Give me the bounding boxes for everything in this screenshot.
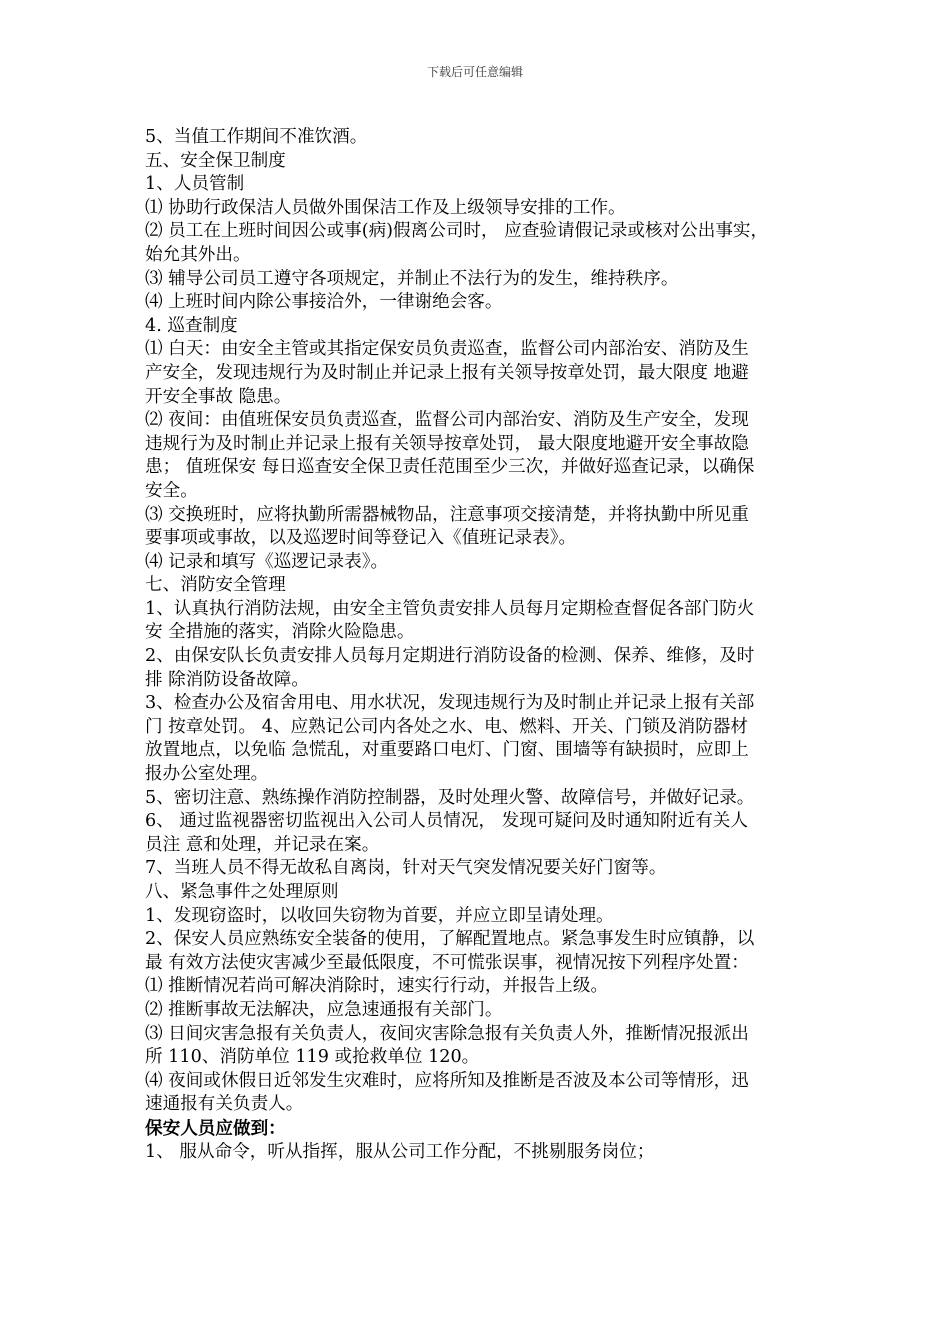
- text-line: 7、当班人员不得无故私自离岗，针对天气突发情况要关好门窗等。: [145, 858, 667, 879]
- text-line: 3、检查办公及宿舍用电、用水状况，发现违规行为及时制止并记录上报有关部: [145, 693, 755, 714]
- text-line: 患； 值班保安 每日巡查安全保卫责任范围至少三次，并做好巡查记录，以确保: [145, 457, 755, 478]
- text-line: 最 有效方法使灾害减少至最低限度，不可慌张误事，视情况按下列程序处置：: [145, 952, 749, 973]
- text-line: 4. 巡查制度: [145, 315, 238, 336]
- text-line: 所 110、消防单位 119 或抢救单位 120。: [145, 1047, 480, 1068]
- text-line: ⑵ 夜间：由值班保安员负责巡查，监督公司内部治安、消防及生产安全，发现: [145, 410, 749, 431]
- text-line: 速通报有关负责人。: [145, 1094, 304, 1115]
- text-line: 5、密切注意、熟练操作消防控制器，及时处理火警、故障信号，并做好记录。: [145, 787, 755, 808]
- text-line: 要事项或事故，以及巡逻时间等登记入《值班记录表》。: [145, 528, 577, 549]
- text-line: 产安全，发现违规行为及时制止并记录上报有关领导按章处罚，最大限度 地避: [145, 362, 749, 383]
- text-line: 始允其外出。: [145, 244, 251, 265]
- text-line: ⑵ 员工在上班时间因公或事(病)假离公司时， 应查验请假记录或核对公出事实，: [145, 221, 769, 242]
- text-line: 6、 通过监视器密切监视出入公司人员情况， 发现可疑问及时通知附近有关人: [145, 811, 748, 832]
- text-line: 八、紧急事件之处理原则: [145, 882, 339, 902]
- text-line: ⑴ 推断情况若尚可解决消除时，速实行行动，并报告上级。: [145, 976, 609, 997]
- text-line: ⑷ 夜间或休假日近邻发生灾难时，应将所知及推断是否波及本公司等情形，迅: [145, 1070, 749, 1091]
- text-line: ⑶ 日间灾害急报有关负责人，夜间灾害除急报有关负责人外，推断情况报派出: [145, 1023, 749, 1044]
- text-line: 违规行为及时制止并记录上报有关领导按章处罚， 最大限度地避开安全事故隐: [145, 433, 749, 454]
- text-line: 七、消防安全管理: [145, 575, 286, 596]
- text-line: 5、当值工作期间不准饮酒。: [145, 127, 368, 147]
- text-line: 报办公室处理。: [145, 764, 269, 785]
- text-line: 安全。: [145, 480, 198, 501]
- text-line: ⑴ 协助行政保洁人员做外围保洁工作及上级领导安排的工作。: [145, 197, 626, 218]
- text-line: 1、认真执行消防法规，由安全主管负责安排人员每月定期检查督促各部门防火: [145, 598, 755, 619]
- text-line: ⑵ 推断事故无法解决，应急速通报有关部门。: [145, 999, 503, 1020]
- text-line: 1、发现窃盗时，以收回失窃物为首要，并应立即呈请处理。: [145, 905, 614, 926]
- text-line: 2、保安人员应熟练安全装备的使用，了解配置地点。紧急事发生时应镇静，以: [145, 929, 755, 950]
- text-line: 门 按章处罚。 4、应熟记公司内各处之水、电、燃料、开关、门锁及消防器材: [145, 716, 748, 737]
- text-line: ⑷ 上班时间内除公事接洽外，一律谢绝会客。: [145, 292, 503, 313]
- text-line: 放置地点，以免临 急慌乱，对重要路口电灯、门窗、围墙等有缺损时，应即上: [145, 740, 749, 761]
- text-line: 安 全措施的落实，消除火险隐患。: [145, 622, 415, 643]
- text-line: 2、由保安队长负责安排人员每月定期进行消防设备的检测、保养、维修，及时: [145, 646, 755, 667]
- text-line: 五、安全保卫制度: [145, 150, 286, 171]
- text-line: ⑶ 交换班时，应将执勤所需器械物品，注意事项交接清楚，并将执勤中所见重: [145, 504, 749, 525]
- text-line: ⑶ 辅导公司员工遵守各项规定，并制止不法行为的发生，维持秩序。: [145, 268, 679, 289]
- document-body: [145, 126, 817, 1164]
- text-line: 1、人员管制: [145, 174, 245, 195]
- text-line: ⑴ 白天：由安全主管或其指定保安员负责巡查，监督公司内部治安、消防及生: [145, 339, 749, 360]
- page-header: 下载后可任意编辑: [426, 65, 523, 79]
- text-line: 排 除消防设备故障。: [145, 669, 309, 690]
- text-line: 员注 意和处理，并记录在案。: [145, 834, 380, 855]
- text-line: 开安全事故 隐患。: [145, 386, 292, 407]
- text-line: ⑷ 记录和填写《巡逻记录表》。: [145, 551, 389, 572]
- text-line: 1、 服从命令，听从指挥，服从公司工作分配，不挑剔服务岗位；: [145, 1141, 655, 1162]
- section-heading: 保安人员应做到：: [145, 1117, 286, 1139]
